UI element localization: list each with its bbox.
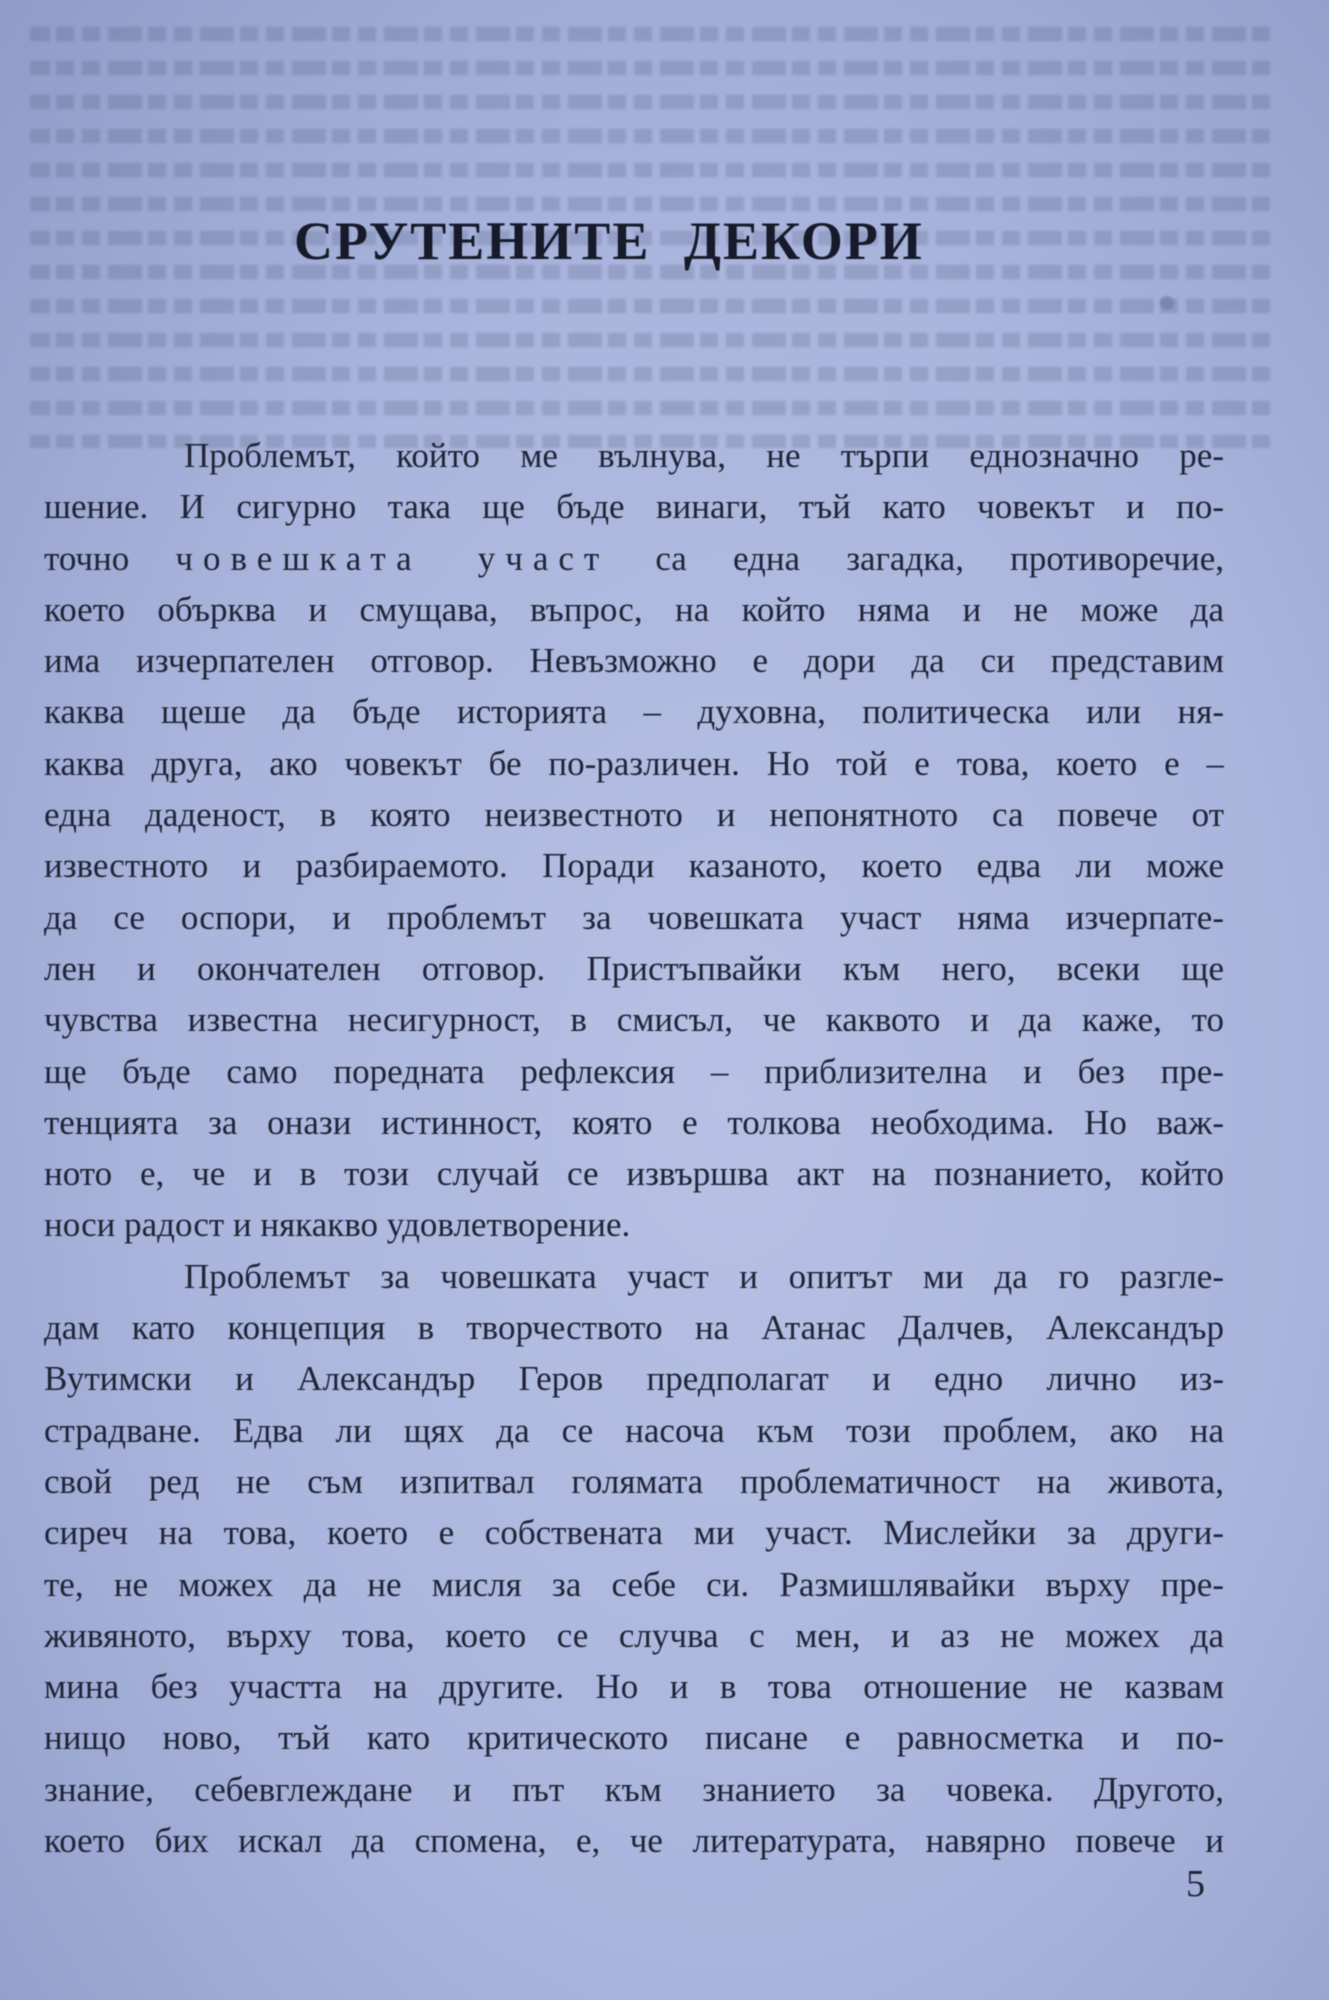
- paragraph-1-line: ното е, че и в този случай се извършва акт на познанието, който: [44, 1154, 1224, 1194]
- text-span: са една загадка, противоречие,: [655, 538, 1224, 578]
- ink-spot: [1160, 296, 1174, 310]
- paragraph-1-line: да се оспори, и проблемът за човешката участ няма изчерпате-: [44, 897, 1224, 937]
- paragraph-2-line: свой ред не съм изпитвал голямата проблематичност на живота,: [44, 1461, 1224, 1501]
- paragraph-1-line: има изчерпателен отговор. Невъзможно е дори да си представим: [44, 641, 1224, 681]
- paragraph-1-line: което обърква и смущава, въпрос, на който няма и не може да: [44, 589, 1224, 629]
- paragraph-2-line: мина без участта на другите. Но и в това отношение не казвам: [44, 1667, 1224, 1707]
- paragraph-2-line: страдване. Едва ли щях да се насоча към този проблем, ако на: [44, 1410, 1224, 1450]
- paragraph-1-line: шение. И сигурно така ще бъде винаги, тъй като човекът и по-: [44, 487, 1224, 527]
- paragraph-2-line: сиреч на това, което е собствената ми участ. Мислейки за други-: [44, 1513, 1224, 1553]
- emphasized-phrase: човешката участ: [175, 538, 610, 578]
- paragraph-2-line: дам като концепция в творчеството на Атанас Далчев, Александър: [44, 1308, 1224, 1348]
- paragraph-1-line: каква друга, ако човекът бе по-различен. Но той е това, което е –: [44, 743, 1224, 783]
- page-number: 5: [1186, 1863, 1205, 1905]
- paragraph-1-line: лен и окончателен отговор. Пристъпвайки към него, всеки ще: [44, 948, 1224, 988]
- paragraph-1-line: [44, 533, 1224, 584]
- paragraph-2-line: нищо ново, тъй като критическото писане е равносметка и по-: [44, 1718, 1224, 1758]
- chapter-title: СРУТЕНИТЕ ДЕКОРИ: [294, 211, 924, 271]
- paragraph-1-line: тенцията за онази истинност, която е толкова необходима. Но важ-: [44, 1102, 1224, 1142]
- paragraph-1-line: чувства известна несигурност, в смисъл, че каквото и да каже, то: [44, 1000, 1224, 1040]
- paragraph-1-line: каква щеше да бъде историята – духовна, политическа или ня-: [44, 692, 1224, 732]
- paragraph-2-line: те, не можех да не мисля за себе си. Размишлявайки върху пре-: [44, 1564, 1224, 1604]
- paragraph-1-line: Проблемът, който ме вълнува, не търпи еднозначно ре-: [184, 436, 1224, 475]
- text-span: точно: [44, 538, 130, 578]
- paragraph-1-line: ще бъде само поредната рефлексия – приблизителна и без пре-: [44, 1051, 1224, 1091]
- paragraph-1-line: известното и разбираемото. Поради казаното, което едва ли може: [44, 846, 1224, 886]
- paragraph-2-line: което бих искал да спомена, е, че литературата, навярно повече и: [44, 1821, 1224, 1861]
- paragraph-2-line: Проблемът за човешката участ и опитът ми да го разгле-: [184, 1256, 1224, 1296]
- paragraph-1-line: носи радост и някакво удовлетворение.: [44, 1205, 631, 1245]
- paragraph-2-line: знание, себевглеждане и път към знанието за човека. Другото,: [44, 1769, 1224, 1809]
- paragraph-2-line: Вутимски и Александър Геров предполагат и едно лично из-: [44, 1359, 1224, 1399]
- paragraph-1-line: една даденост, в която неизвестното и непонятното са повече от: [44, 795, 1224, 835]
- body-text: [44, 430, 1224, 1866]
- paragraph-2-line: живяното, върху това, което се случва с мен, и аз не можех да: [44, 1615, 1224, 1655]
